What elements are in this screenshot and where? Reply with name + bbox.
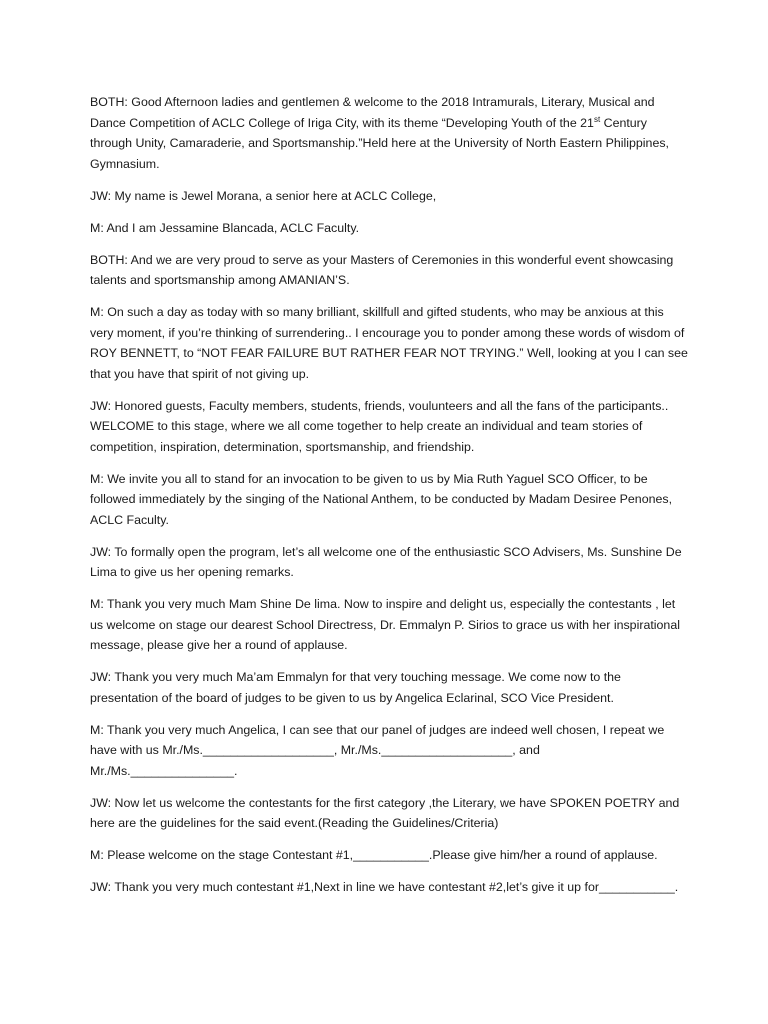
paragraph-m-panel: M: Thank you very much Angelica, I can see that our panel of judges are indeed well chosen, I repeat we have with us Mr./Ms.___________________, Mr./Ms.___________________, and Mr./Ms._______________. bbox=[90, 722, 665, 778]
paragraph-m-encourage: M: On such a day as today with so many brilliant, skillfull and gifted students, who may be anxious at this very moment, if you’re thinking of surrendering.. I encourage you to ponder among these words of wisdom of ROY BENNETT, to “NOT FEAR FAILURE BUT RATHER FEAR NOT TRYING.” Well, looking at you I can see that you have that spirit of not giving up. bbox=[90, 305, 688, 381]
paragraph-text: Century through Unity, Camaraderie, and Sportsmanship.”Held here at the University of North Eastern Philippines, Gymnasium. bbox=[90, 115, 669, 171]
paragraph-jw-welcome: JW: Honored guests, Faculty members, students, friends, voulunteers and all the fans of the participants.. WELCOME to this stage, where we all come together to help create an individual and team stories of competition, inspiration, determination, sportsmanship, and friendship. bbox=[90, 398, 669, 454]
paragraph-jw-opening-remarks: JW: To formally open the program, let’s all welcome one of the enthusiastic SCO Advisers, Ms. Sunshine De Lima to give us her opening remarks. bbox=[90, 544, 682, 579]
paragraph-m-directress: M: Thank you very much Mam Shine De lima. Now to inspire and delight us, especially the contestants , let us welcome on stage our dearest School Directress, Dr. Emmalyn P. Sirios to grace us with her inspirational message, please give her a round of applause. bbox=[90, 597, 680, 652]
paragraph-text: BOTH: Good Afternoon ladies and gentlemen & welcome to the 2018 Intramurals, Literary, Musical and Dance Competition of ACLC College of Iriga City, with its theme “Developing Youth of the 21 bbox=[90, 95, 655, 130]
paragraph-jw-judges: JW: Thank you very much Ma’am Emmalyn for that very touching message. We come now to the presentation of the board of judges to be given to us by Angelica Eclarinal, SCO Vice President. bbox=[90, 670, 621, 705]
paragraph-m-invocation: M: We invite you all to stand for an invocation to be given to us by Mia Ruth Yaguel SCO Officer, to be followed immediately by the singing of the National Anthem, to be conducted by Madam Desiree Penones, ACLC Faculty. bbox=[90, 471, 673, 527]
paragraph-jw-intro: JW: My name is Jewel Morana, a senior here at ACLC College, bbox=[90, 188, 437, 203]
paragraph-both-proud: BOTH: And we are very proud to serve as your Masters of Ceremonies in this wonderful event showcasing talents and sportsmanship among AMANIAN’S. bbox=[90, 252, 674, 287]
paragraph-jw-contestant-2: JW: Thank you very much contestant #1,Next in line we have contestant #2,let’s give it up for___________. bbox=[90, 880, 679, 894]
document-body bbox=[90, 92, 690, 909]
superscript-ordinal: st bbox=[593, 114, 601, 124]
paragraph-m-contestant-1: M: Please welcome on the stage Contestant #1,___________.Please give him/her a round of applause. bbox=[90, 848, 658, 862]
paragraph-jw-contestants: JW: Now let us welcome the contestants for the first category ,the Literary, we have SPOKEN POETRY and here are the guidelines for the said event.(Reading the Guidelines/Criteria) bbox=[90, 795, 680, 830]
paragraph-opening-both bbox=[90, 92, 690, 174]
paragraph-m-intro: M: And I am Jessamine Blancada, ACLC Faculty. bbox=[90, 220, 360, 235]
